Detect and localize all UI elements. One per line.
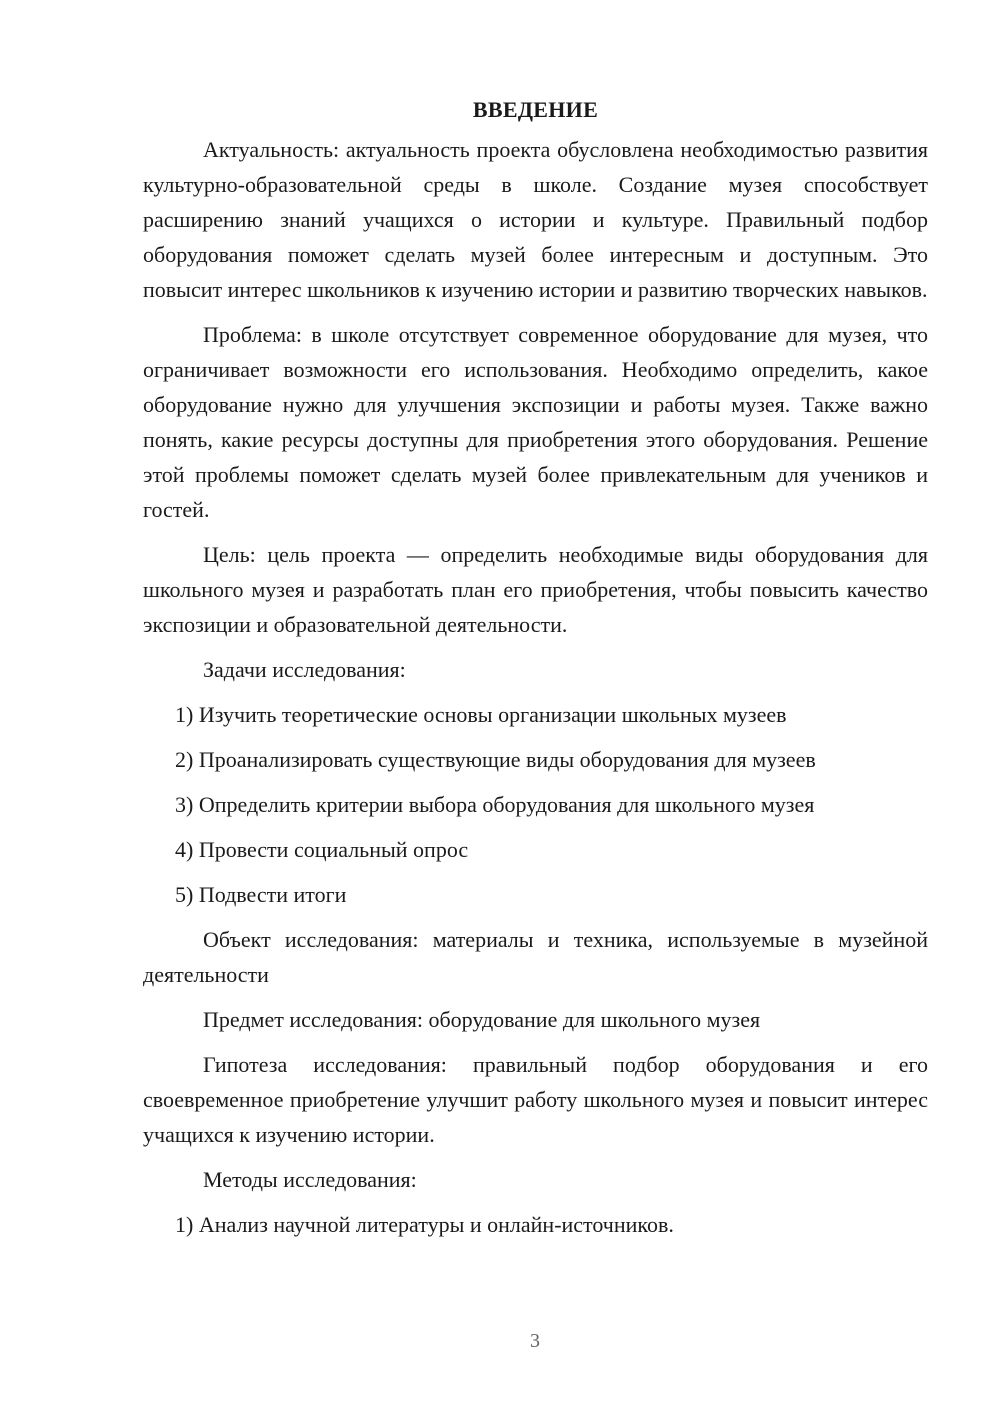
- problem-paragraph: Проблема: в школе отсутствует современное оборудование для музея, что ограничивает возможности его использования. Необходимо определить, какое оборудование нужно для улучшения экспозиции и работы музея. Также важно понять, какие ресурсы доступны для приобретения этого оборудования. Решение этой проблемы поможет сделать музей более привлекательным для учеников и гостей.: [143, 322, 928, 522]
- hypothesis-paragraph: Гипотеза исследования: правильный подбор оборудования и его своевременное приобретение улучшит работу школьного музея и повысит интерес учащихся к изучению истории.: [143, 1052, 928, 1147]
- task-item: 1) Изучить теоретические основы организации школьных музеев: [175, 702, 787, 727]
- goal-paragraph: Цель: цель проекта — определить необходимые виды оборудования для школьного музея и разработать план его приобретения, чтобы повысить качество экспозиции и образовательной деятельности.: [143, 542, 928, 637]
- task-item: 2) Проанализировать существующие виды оборудования для музеев: [175, 747, 816, 772]
- subject-paragraph: Предмет исследования: оборудование для школьного музея: [203, 1007, 761, 1032]
- method-item: 1) Анализ научной литературы и онлайн-источников.: [175, 1212, 674, 1237]
- document-page: [143, 92, 928, 1252]
- relevance-paragraph: Актуальность: актуальность проекта обусловлена необходимостью развития культурно-образовательной среды в школе. Создание музея способствует расширению знаний учащихся о истории и культуре. Правильный подбор оборудования поможет сделать музей более интересным и доступным. Это повысит интерес школьников к изучению истории и развитию творческих навыков.: [143, 137, 928, 302]
- object-paragraph: Объект исследования: материалы и техника, используемые в музейной деятельности: [143, 927, 928, 987]
- page-number: 3: [530, 1330, 540, 1352]
- tasks-heading: Задачи исследования:: [203, 657, 406, 682]
- section-title: ВВЕДЕНИЕ: [472, 97, 599, 122]
- task-item: 3) Определить критерии выбора оборудования для школьного музея: [175, 792, 815, 817]
- task-item: 4) Провести социальный опрос: [175, 837, 469, 862]
- task-item: 5) Подвести итоги: [175, 882, 347, 907]
- methods-heading: Методы исследования:: [203, 1167, 417, 1192]
